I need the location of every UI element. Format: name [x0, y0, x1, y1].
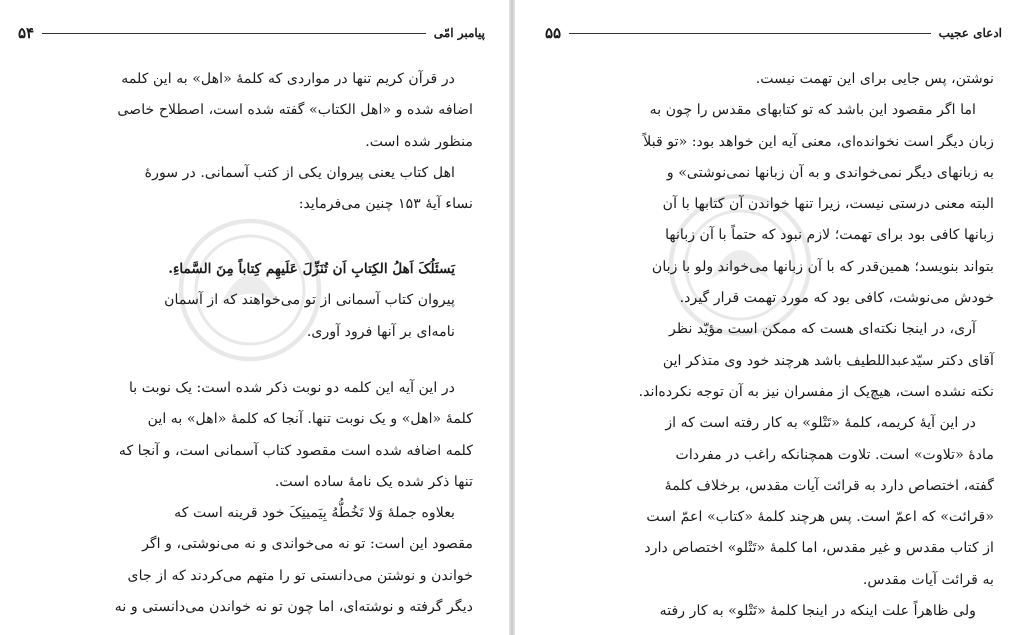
- running-head: [18, 20, 485, 46]
- text-line: به قرائت آیات مقدس.: [862, 571, 994, 588]
- quranic-quote: [28, 254, 473, 348]
- text-line: زبانها کافی بود برای تهمت؛ لازم نبود که حتماً با آن زبانها: [665, 227, 994, 244]
- text-line: نوشتن، پس جایی برای این تهمت نیست.: [755, 71, 994, 87]
- page-number: ۵۴: [18, 24, 35, 42]
- text-line: خواندن و نوشتن می‌دانستی تو را متهم می‌کردند که از جای: [127, 567, 473, 584]
- right-page: [515, 0, 1024, 635]
- text-line: اضافه شده و «اهل الکتاب» گفته شده است، اصطلاح خاصی: [117, 102, 473, 119]
- text-line: در قرآن کریم تنها در مواردی که کلمهٔ «اهل» به این کلمه: [121, 71, 455, 87]
- text-line: تنها ذکر شده یک نامهٔ ساده است.: [274, 473, 473, 490]
- text-line: گفته، اختصاص دارد به قرائت آیات مقدس، برخلاف کلمهٔ: [664, 477, 994, 494]
- text-line: زبان دیگر است نخوانده‌ای، معنی آیه این خواهد بود: «تو قبلاً: [643, 133, 994, 150]
- text-line: در این آیه این کلمه دو نوبت ذکر شده است: یک نوبت با: [128, 380, 455, 396]
- text-line: نکته نشده است، هیچ‌یک از مفسران نیز به آن توجه نکرده‌اند.: [638, 383, 994, 400]
- text-line: خودش می‌نوشت، کافی بود که مورد تهمت قرار گیرد.: [679, 290, 994, 307]
- arabic-verse: یَسئَلُکَ اَهلُ الکِتابِ اَن تُنَزِّلَ عَلَیهِم کِتاباً مِنَ السَّماءِ.: [168, 261, 455, 277]
- verse-translation: پیروان کتاب آسمانی از تو می‌خواهند که از آسمان: [164, 292, 455, 309]
- header-rule: [569, 33, 931, 34]
- text-line: نساء آیهٔ ۱۵۳ چنین می‌فرماید:: [298, 196, 473, 213]
- text-line: کلمهٔ «اهل» و یک نوبت تنها. آنجا که کلمهٔ «اهل» به این: [147, 411, 473, 428]
- left-page: [0, 0, 509, 635]
- text-line: «قرائت» که اعمّ است. پس هرچند کلمهٔ «کتاب» اعمّ است: [646, 509, 994, 526]
- text-line: به زبانهای دیگر نمی‌خواندی و به آن زبانها نمی‌نوشتی» و: [666, 164, 994, 181]
- header-rule: [42, 33, 426, 34]
- text-line: بتواند بنویسد؛ همین‌قدر که با آن زبانها می‌خواند ولو با زبان: [651, 258, 994, 275]
- text-line: دیگر گرفته و نوشته‌ای، اما چون تو نه خواندن می‌دانستی و نه: [114, 599, 473, 616]
- running-title: پیامبر امّی: [433, 26, 485, 40]
- body-text: [28, 373, 473, 623]
- text-line: آری، در اینجا نکته‌ای هست که ممکن است مؤیّد نظر: [669, 321, 976, 338]
- text-line: کلمه اضافه شده است مقصود کتاب آسمانی است، و آنجا که: [118, 442, 473, 459]
- body-text: [549, 64, 994, 627]
- text-line: اما اگر مقصود این باشد که تو کتابهای مقدس را چون به: [649, 102, 976, 119]
- running-head: [545, 20, 1002, 46]
- text-line: مقصود این است: تو نه می‌خواندی و نه می‌نوشتی، و اگر: [142, 536, 473, 553]
- text-line: ولی ظاهراً علت اینکه در اینجا کلمهٔ «تَتْلو» به کار رفته: [659, 603, 976, 620]
- text-line: بعلاوه جملهٔ وَلا تَخُطُّهُ بِیَمینِکَ خود قرینه است که: [174, 505, 455, 522]
- text-line: اهل کتاب یعنی پیروان یکی از کتب آسمانی. در سورهٔ: [144, 164, 455, 181]
- text-line: آقای دکتر سیّدعبداللطیف باشد هرچند خود وی متذکر این: [662, 352, 994, 369]
- page-number: ۵۵: [545, 24, 562, 42]
- text-line: مادهٔ «تلاوت» است. تلاوت همچنانکه راغب در مفردات: [675, 446, 994, 463]
- text-line: منظور شده است.: [365, 133, 473, 150]
- text-line: البته معنی درستی نیست، زیرا تنها خواندن آن کتابها با آن: [662, 196, 994, 213]
- body-text: [28, 64, 473, 220]
- text-line: از کتاب مقدس و غیر مقدس، اما کلمهٔ «تَتْلو» اختصاص دارد: [644, 540, 994, 557]
- verse-translation: نامه‌ای بر آنها فرود آوری.: [306, 323, 455, 340]
- text-line: در این آیهٔ کریمه، کلمهٔ «تَتْلو» به کار رفته است که از: [665, 415, 976, 432]
- running-title: ادعای عجیب: [938, 26, 1002, 40]
